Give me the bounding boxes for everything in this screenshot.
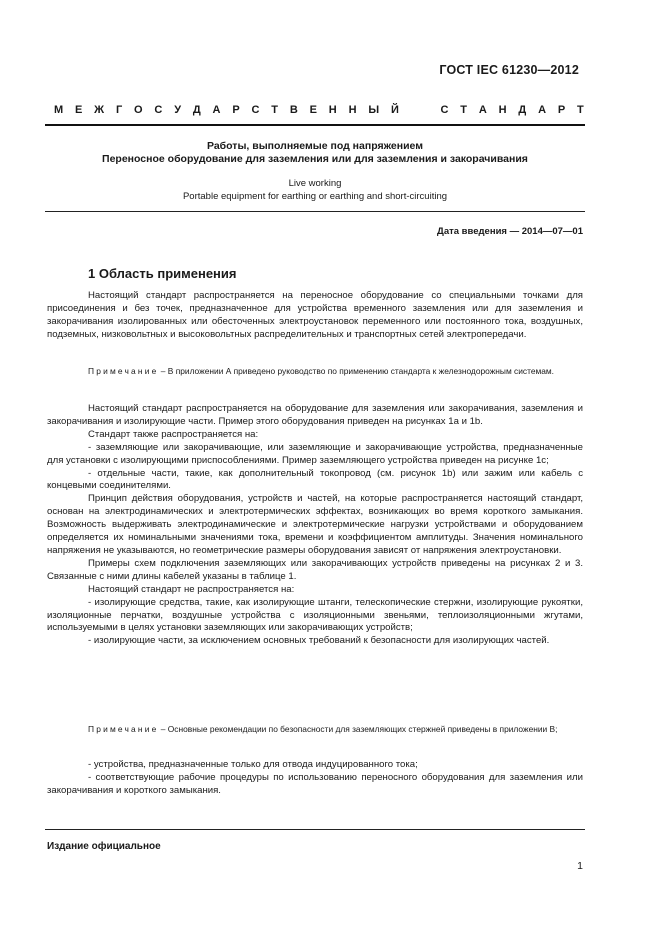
heading-letter: О [134,104,143,116]
introduction-date: Дата введения — 2014—07—01 [437,226,583,237]
heading-letter: Е [75,104,83,116]
heading-letter: Н [328,104,337,116]
heading-letter: Ж [94,104,105,116]
body-block-3 [47,759,583,798]
standard-code: ГОСТ IEC 61230—2012 [439,63,579,77]
section-heading: 1 Область применения [88,266,237,281]
heading-letter: Н [498,104,507,116]
note-text: – Основные рекомендации по безопасности для заземляющих стержней приведены в приложении В; [158,724,558,734]
heading-letter: А [478,104,487,116]
note-2 [47,724,583,735]
body-block-2 [47,403,583,648]
heading-letter: Т [271,104,279,116]
standard-kind-heading [54,104,584,116]
heading-letter: С [154,104,163,116]
heading-letter: Ы [368,104,380,116]
heading-letter: Т [577,104,584,116]
page-number: 1 [577,860,583,872]
paragraph: Принцип действия оборудования, устройств и частей, на которые распространяется настоящий стандарт, основан на электродинамических и электротермических эффектах, возникающих во время короткого замыкания. Возможность выдерживать электродинамические и электротермические нагрузки устройствами и оборудованием определяется их номинальными значениями тока, времени и коэффициентом амплитуды. Значения номинального напряжения не указываются, но геометрические размеры оборудования зависят от напряжения электроустановки. [47,493,583,556]
title-en-line2: Portable equipment for earthing or earthing and short-circuiting [182,191,448,202]
title-ru-line2: Переносное оборудование для заземления или для заземления и закорачивания [102,153,528,165]
heading-letter: Д [192,104,201,116]
note-1 [47,366,583,377]
paragraph-scope [47,290,583,342]
heading-letter: Н [348,104,357,116]
heading-letter: А [212,104,221,116]
title-en-line1: Live working [288,178,342,189]
heading-letter: А [538,104,547,116]
heading-letter: Е [309,104,317,116]
list-item: - заземляющие или закорачивающие, или заземляющие и закорачивающие устройства, предназначенные для установки с изолирующими приспособлениями. Пример заземляющего устройства приведен на рисунке 1с; [47,441,583,466]
heading-letter: У [174,104,182,116]
heading-letter: Р [232,104,240,116]
heading-letter [411,104,414,116]
heading-letter: Й [390,104,399,116]
heading-letter: Д [518,104,527,116]
paragraph: Примеры схем подключения заземляющих или закорачивающих устройств приведены на рисунках 2 и 3. Связанные с ними длины кабелей указаны в таблице 1. [47,557,583,582]
list-item: - соответствующие рабочие процедуры по использованию переносного оборудования для заземления или закорачивания и короткого замыкания. [47,771,583,796]
list-item: - изолирующие средства, такие, как изолирующие штанги, телескопические стержни, изолирующие рукоятки, изоляционные перчатки, воздушные устройства с изоляционными звеньями, теплоизоляционными жгутами, используемыми в целях установки заземляющих или закорачивающих устройств; [47,596,583,634]
paragraph: Настоящий стандарт распространяется на переносное оборудование со специальными точками для присоединения и без точек, предназначенное для устройства временного заземления или для заземления и закорачивания изолированных или обесточенных электроустановок переменного или постоянного тока, воздушных, подземных, низковольтных и высоковольтных распределительных и транспортных сетей электропередачи. [47,290,583,340]
heading-letter: М [54,104,64,116]
heading-letter: С [251,104,260,116]
note-label: Примечание [88,366,159,376]
paragraph: Стандарт также распространяется на: [88,428,259,440]
note-label: Примечание [88,724,159,734]
note-text: – В приложении А приведено руководство по применению стандарта к железнодорожным системам. [158,366,554,376]
title-ru-line1: Работы, выполняемые под напряжением [206,140,424,152]
list-item: - устройства, предназначенные только для отвода индуцированного тока; [88,759,418,770]
heading-letter: Р [557,104,566,116]
heading-letter: Г [115,104,123,116]
footer-rule [45,829,585,830]
list-item: - изолирующие части, за исключением основных требований к безопасности для изолирующих частей. [88,635,550,647]
paragraph: Настоящий стандарт распространяется на оборудование для заземления или закорачивания, заземления и закорачивания и изолирующие части. Пример этого оборудования приведен на рисунках 1а и 1b. [47,403,583,427]
heading-letter [426,104,429,116]
list-item: - отдельные части, такие, как дополнительный токопровод (см. рисунок 1b) или зажим или кабель с концевыми соединителями. [47,467,583,492]
heading-letter: Т [460,104,467,116]
heading-letter: В [289,104,298,116]
title-rule [45,211,585,212]
heading-letter: С [440,104,449,116]
top-rule [45,124,585,126]
official-edition-label: Издание официальное [47,841,161,852]
paragraph: Настоящий стандарт не распространяется на: [88,583,295,595]
